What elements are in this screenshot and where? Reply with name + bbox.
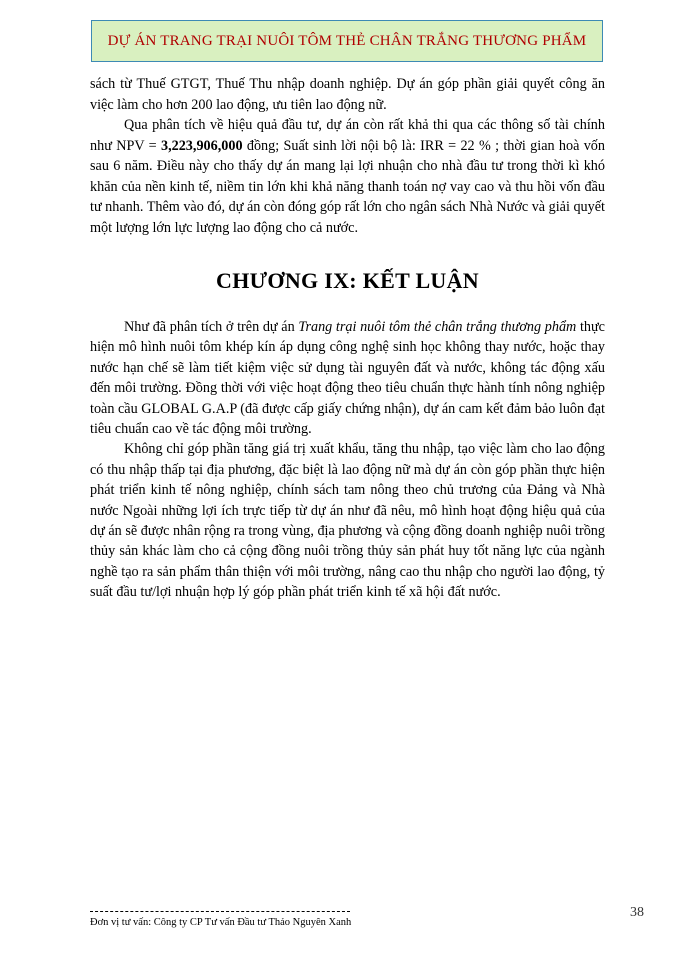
page-number: 38 xyxy=(630,905,644,920)
text-span: Như đã phân tích ở trên dự án xyxy=(124,319,299,335)
paragraph xyxy=(90,115,605,238)
project-name: Trang trại nuôi tôm thẻ chân trắng thương phẩm xyxy=(298,319,577,335)
text-span: đồng; Suất sinh lời nội bộ là: IRR = 22 % ; thời gian hoà vốn sau 6 năm. Điều này cho thấy dự án mang lại lợi nhuận cho nhà đầu tư trong thời kì khó khăn của nền kinh tế, niềm tin lớn khi khả năng thanh toán nợ vay cao và thu hồi vốn đầu tư nhanh. Thêm vào đó, dự án còn đóng góp rất lớn cho ngân sách Nhà Nước và giải quyết một lượng lớn lực lượng lao động cho cả nước. xyxy=(90,137,605,236)
paragraph: sách từ Thuế GTGT, Thuế Thu nhập doanh nghiệp. Dự án góp phần giải quyết công ăn việc làm cho hơn 200 lao động, ưu tiên lao động nữ. xyxy=(90,76,605,113)
text-span: Qua phân tích về hiệu quả đầu tư, dự án còn rất khả thi qua các thông số tài chính như NPV = xyxy=(90,117,605,154)
header-title: DỰ ÁN TRANG TRẠI NUÔI TÔM THẺ CHÂN TRẮNG THƯƠNG PHẨM xyxy=(107,32,587,49)
paragraph xyxy=(90,317,605,439)
footer-consultant: Đơn vị tư vấn: Công ty CP Tư vấn Đầu tư Thảo Nguyên Xanh xyxy=(90,917,352,928)
text-span: thực hiện mô hình nuôi tôm khép kín áp dụng công nghệ sinh học không thay nước, hoặc thay nước hạn chế sẽ làm tiết kiệm việc sử dụng tài nguyên đất và nước, không tác động xấu đến môi trường. Đồng thời với việc hoạt động theo tiêu chuẩn thực hành tính nông nghiệp toàn cầu GLOBAL G.A.P (đã được cấp giấy chứng nhận), dự án cam kết đảm bảo luôn đạt tiêu chuẩn cao về tác động môi trường. xyxy=(90,319,605,438)
document-header xyxy=(91,20,603,62)
footer-divider xyxy=(90,911,350,912)
conclusion-text xyxy=(90,317,605,603)
npv-value: 3,223,906,000 xyxy=(160,137,243,154)
paragraph: Không chỉ góp phần tăng giá trị xuất khẩu, tăng thu nhập, tạo việc làm cho lao động có thu nhập thấp tại địa phương, đặc biệt là lao động nữ mà dự án còn góp phần thực hiện phát triển kinh tế nông nghiệp, chính sách tam nông theo chủ trương của Đảng và Nhà nước Ngoài những lợi ích trực tiếp từ dự án như đã nêu, mô hình hoạt động hiệu quả của dự án sẽ được nhân rộng ra trong vùng, địa phương và cộng đồng doanh nghiệp nuôi trồng thủy sản khác làm cho cả cộng đồng nuôi trồng thủy sản phát huy tốt năng lực của ngành nghề tạo ra sản phẩm thân thiện với môi trường, nâng cao thu nhập cho người lao động, tỷ suất đầu tư/lợi nhuận hợp lý góp phần phát triển kinh tế xã hội đất nước. xyxy=(90,441,605,601)
body-text xyxy=(90,74,605,238)
chapter-title: CHƯƠNG IX: KẾT LUẬN xyxy=(216,268,479,293)
